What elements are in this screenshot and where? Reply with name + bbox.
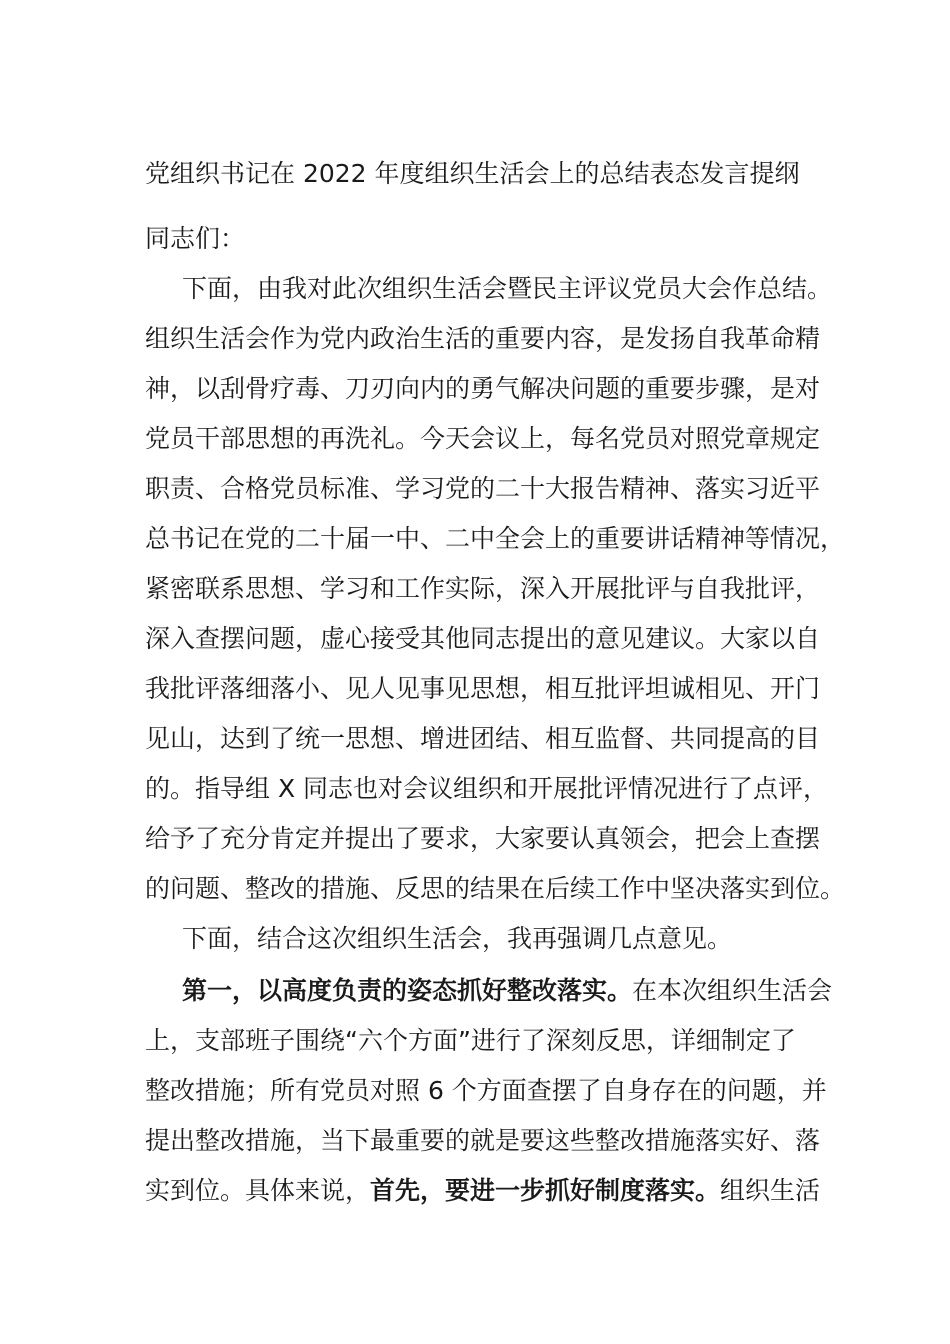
section-heading: 第一，以高度负责的姿态抓好整改落实。: [182, 976, 633, 1005]
paragraph-text: 组织生活: [720, 1176, 821, 1205]
paragraph-line: 下面，由我对此次组织生活会暨民主评议党员大会作总结。: [182, 274, 833, 303]
paragraph-line: 职责、合格党员标准、学习党的二十大报告精神、落实习近平: [145, 474, 821, 503]
subsection-heading: 首先，要进一步抓好制度落实。: [370, 1176, 721, 1205]
paragraph-line: [182, 974, 852, 1008]
paragraph-line: 党员干部思想的再洗礼。今天会议上，每名党员对照党章规定: [145, 424, 821, 453]
paragraph-text: 实到位。具体来说，: [145, 1176, 371, 1205]
paragraph-line: 神，以刮骨疗毒、刀刃向内的勇气解决问题的重要步骤，是对: [145, 374, 821, 403]
paragraph-text: 在本次组织生活会: [632, 976, 833, 1005]
document-title: 党组织书记在 2022 年度组织生活会上的总结表态发言提纲: [145, 159, 800, 188]
paragraph-line: [145, 1174, 821, 1208]
paragraph-line: 我批评落细落小、见人见事见思想，相互批评坦诚相见、开门: [145, 674, 821, 703]
paragraph-line: 深入查摆问题，虚心接受其他同志提出的意见建议。大家以自: [145, 624, 821, 653]
paragraph-line: 见山，达到了统一思想、增进团结、相互监督、共同提高的目: [145, 724, 821, 753]
paragraph-line: 给予了充分肯定并提出了要求，大家要认真领会，把会上查摆: [145, 824, 821, 853]
paragraph-line: 提出整改措施，当下最重要的就是要这些整改措施落实好、落: [145, 1126, 821, 1155]
paragraph-line: 整改措施；所有党员对照 6 个方面查摆了自身存在的问题，并: [145, 1076, 827, 1105]
paragraph-line: 上，支部班子围绕“六个方面”进行了深刻反思，详细制定了: [145, 1026, 796, 1055]
paragraph-line: 下面，结合这次组织生活会，我再强调几点意见。: [182, 924, 733, 953]
paragraph-line: 组织生活会作为党内政治生活的重要内容，是发扬自我革命精: [145, 324, 821, 353]
paragraph-line: 紧密联系思想、学习和工作实际，深入开展批评与自我批评，: [145, 574, 821, 603]
paragraph-line: 的。指导组 X 同志也对会议组织和开展批评情况进行了点评，: [145, 774, 829, 803]
salutation: 同志们：: [145, 224, 246, 253]
paragraph-line: 的问题、整改的措施、反思的结果在后续工作中坚决落实到位。: [145, 874, 846, 903]
paragraph-line: 总书记在党的二十届一中、二中全会上的重要讲话精神等情况，: [145, 524, 846, 553]
